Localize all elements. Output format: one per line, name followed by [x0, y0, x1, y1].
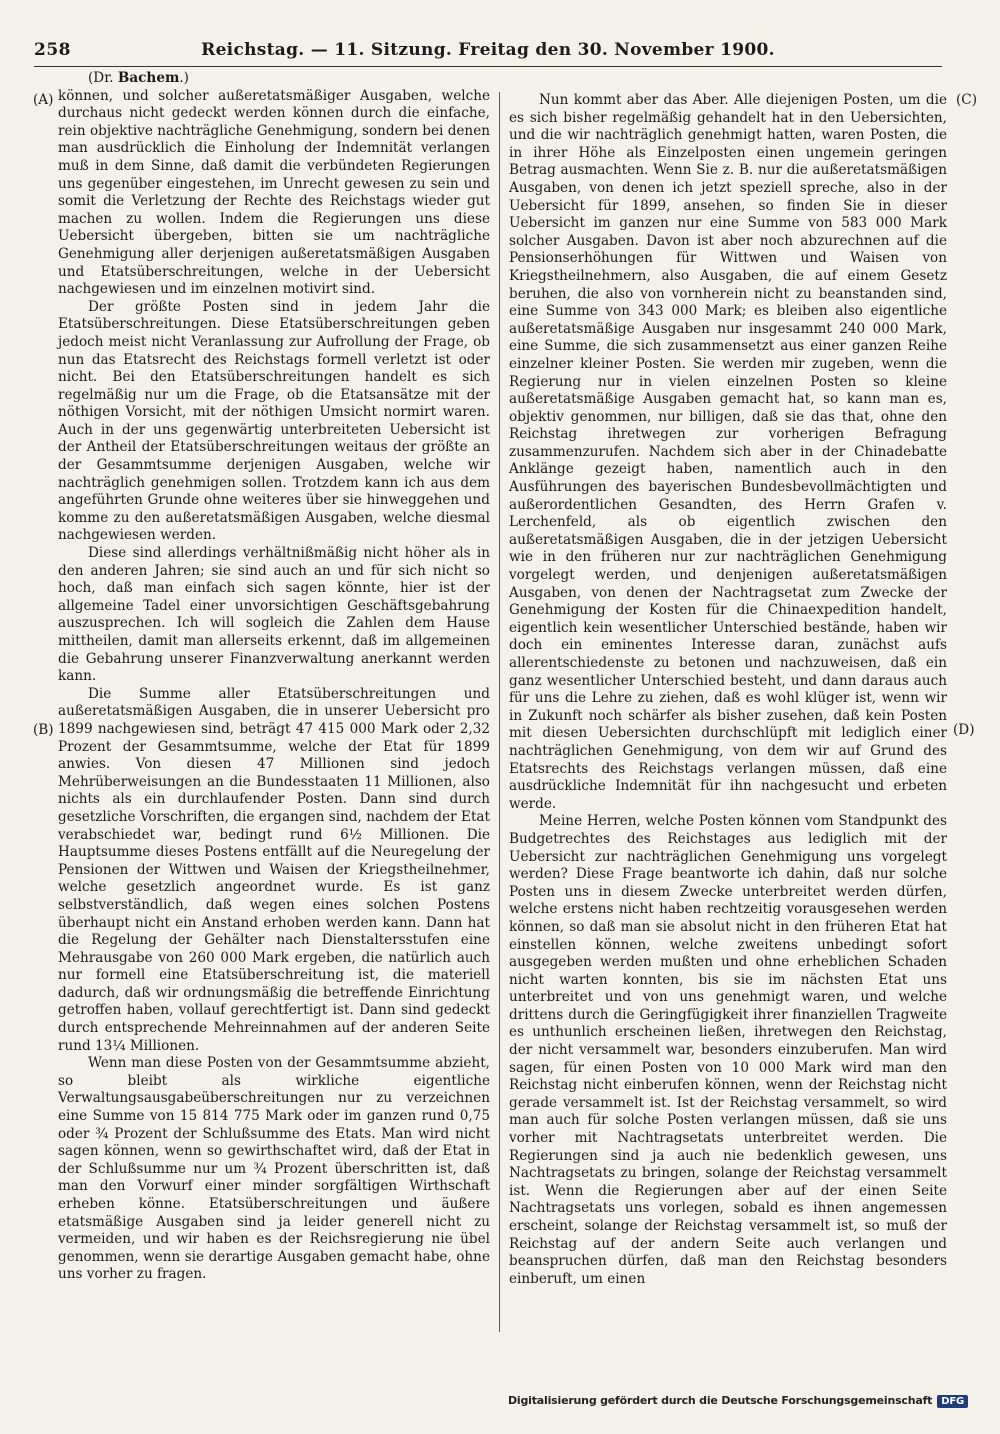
margin-marker-a: (A) — [33, 92, 54, 108]
speaker-label: (Dr. Bachem.) — [88, 70, 189, 86]
running-head: Reichstag. — 11. Sitzung. Freitag den 30. November 1900. — [201, 40, 775, 60]
footer-text: Digitalisierung gefördert durch die Deutsche Forschungsgemeinschaft — [507, 1394, 933, 1407]
header-rule — [34, 66, 942, 67]
page-header — [34, 40, 942, 66]
paragraph: Der größte Posten sind in jedem Jahr die Etatsüberschreitungen. Diese Etatsüberschreitungen geben jedoch meist nicht Veranlassung zur Aufrollung der Frage, ob nun das Etatsrecht des Reichstags formell verletzt ist oder nicht. Bei den Etatsüberschreitungen handelt es sich regelmäßig nur um die Frage, ob die Etatsansätze mit der nöthigen Vorsicht, mit der nöthigen Umsicht normirt waren. Auch in der uns gegenwärtig unterbreiteten Uebersicht ist der Antheil der Etatsüberschreitungen weitaus der größte an der Gesammtsumme derjenigen Ausgaben, welche wir nachträglich genehmigen sollen. Trotzdem kann ich aus dem angeführten Grunde ohne weiteres über sie hinweggehen und komme zu den außeretatsmäßigen Ausgaben, welche diesmal nachgewiesen werden. — [58, 298, 490, 544]
paragraph: Nun kommt aber das Aber. Alle diejenigen Posten, um die es sich bisher regelmäßig gehandelt hat in den Uebersichten, und die wir nachträglich genehmigt hatten, waren Posten, die in ihrer Höhe als Einzelposten einen ungemein geringen Betrag ausmachten. Wenn Sie z. B. nur die außeretatsmäßigen Ausgaben, von denen ich jetzt speziell spreche, also in der Uebersicht für 1899, ansehen, so finden Sie in dieser Uebersicht im ganzen nur eine Summe von 583 000 Mark solcher Ausgaben. Davon ist aber noch abzurechnen auf die Pensionserhöhungen für Wittwen und Waisen von Kriegstheilnehmern, also Ausgaben, die auf einem Gesetz beruhen, die also von vornherein nicht zu beanstanden sind, eine Summe von 343 000 Mark; es bleiben also eigentliche außeretatsmäßige Ausgaben nur insgesammt 240 000 Mark, eine Summe, die sich zusammensetzt aus einer ganzen Reihe einzelner kleiner Posten. Sie werden mir zugeben, wenn die Regierung nur in vielen einzelnen Posten so kleine außeretatsmäßige Ausgaben gemacht hat, so kann man es, objektiv genommen, nur billigen, daß sie das that, ohne den Reichstag ihretwegen zur vorherigen Befragung zusammenzurufen. Nachdem sich aber in der Chinadebatte Anklänge gezeigt haben, namentlich auch in den Ausführungen des bayerischen Bundesbevollmächtigten und außerordentlichen Gesandten, des Herrn Grafen v. Lerchenfeld, als ob eigentlich zwischen den außeretatsmäßigen Ausgaben, die in der jetzigen Uebersicht wie in den früheren nur zur nachträglichen Genehmigung vorgelegt werden, und denjenigen außeretatsmäßigen Ausgaben, von denen der Nachtragsetat zum Zwecke der Genehmigung der Kosten für die Chinaexpedition handelt, eigentlich kein wesentlicher Unterschied bestände, haben wir doch ein eminentes Interesse daran, zunächst aufs allerentschiedenste zu betonen und nachzuweisen, daß ein ganz wesentlicher Unterschied besteht, und dann daraus auch für uns die Lehre zu ziehen, daß es wohl klüger ist, wenn wir in Zukunft noch schärfer als bisher zusehen, daß kein Posten mit diesen Uebersichten durchschlüpft mit lediglich einer nachträglichen Genehmigung, von dem wir auf Grund des Etatsrechts des Reichstags verlangen müssen, daß eine ausdrückliche Indemnität für ihn nachgesucht und erbeten werde. — [509, 92, 947, 812]
dfg-logo: DFG — [937, 1395, 968, 1408]
paragraph: Wenn man diese Posten von der Gesammtsumme abzieht, so bleibt als wirkliche eigentliche Verwaltungsausgabeüberschreitungen nur zu verzeichnen eine Summe von 15 814 775 Mark oder im ganzen rund 0,75 oder ¾ Prozent der Schlußsumme des Etats. Man wird nicht sagen können, wenn so gewirthschaftet wird, daß der Etat in der Schlußsumme nur um ¾ Prozent überschritten ist, daß man den Vorwurf einer minder sorgfältigen Wirthschaft erheben könne. Etatsüberschreitungen und äußere etatsmäßige Ausgaben sind ja leider generell nicht zu vermeiden, und wir haben es der Reichsregierung nie übel genommen, wenn sie derartige Ausgaben gemacht habe, ohne uns vorher zu fragen. — [58, 1055, 490, 1283]
margin-marker-d: (D) — [953, 722, 975, 738]
page-number: 258 — [34, 40, 71, 60]
paragraph: Die Summe aller Etatsüberschreitungen und außeretatsmäßigen Ausgaben, die in unserer Uebersicht pro 1899 nachgewiesen sind, beträgt 47 415 000 Mark oder 2,32 Prozent der Gesammtsumme, welche der Etat für 1899 anwies. Von diesen 47 Millionen sind jedoch Mehrüberweisungen an die Bundesstaaten 11 Millionen, also nichts als ein durchlaufender Posten. Dann sind durch gesetzliche Vorschriften, die ergangen sind, nachdem der Etat verabschiedet war, bedingt rund 6½ Millionen. Die Hauptsumme dieses Postens entfällt auf die Neuregelung der Pensionen der Wittwen und Waisen der Kriegstheilnehmer, welche gesetzlich angeordnet wurde. Es ist ganz selbstverständlich, daß wegen eines solchen Postens überhaupt nicht ein Anstand erhoben werden kann. Dann hat die Regelung der Gehälter nach Dienstaltersstufen eine Mehrausgabe von 260 000 Mark ergeben, die natürlich auch nur formell eine Etatsüberschreitung ist, die materiell dadurch, daß wir ordnungsmäßig die betreffende Einrichtung getroffen haben, vollauf gerechtfertigt ist. Dann sind gedeckt durch entsprechende Mehreinnahmen auf der anderen Seite rund 13¼ Millionen. — [58, 685, 490, 1054]
column-divider — [499, 92, 500, 1332]
speaker-name: Bachem — [117, 70, 180, 86]
margin-marker-b: (B) — [33, 722, 54, 738]
left-column — [58, 70, 490, 1284]
paragraph: Meine Herren, welche Posten können vom Standpunkt des Budgetrechtes des Reichstages aus lediglich mit der Uebersicht zur nachträglichen Genehmigung uns vorgelegt werden? Diese Frage beantworte ich dahin, daß nur solche Posten uns in diesem Zwecke unterbreitet werden dürfen, welche erstens nicht haben rechtzeitig vorausgesehen werden können, so daß man sie absolut nicht in den früheren Etat hat einstellen können, welche zweitens unbedingt sofort ausgegeben werden mußten und ohne erheblichen Schaden nicht warten konnten, bis sie im nächsten Etat uns unterbreitet und von uns genehmigt waren, und welche drittens durch die Geringfügigkeit ihrer finanziellen Tragweite es unthunlich erscheinen ließen, ihretwegen den Reichstag, der nicht versammelt war, besonders einzuberufen. Man wird sagen, für einen Posten von 10 000 Mark wird man den Reichstag nicht einberufen können, wenn der Reichstag nicht gerade versammelt ist. Ist der Reichstag versammelt, so wird man auch für solche Posten verlangen müssen, daß sie uns vorher mit Nachtragsetats unterbreitet werden. Die Regierungen sind ja auch nie bedenklich gewesen, uns Nachtragsetats zu bringen, solange der Reichstag versammelt ist. Wenn die Regierungen aber auf der einen Seite Nachtragsetats uns vorlegen, sobald es ihnen angemessen erscheint, solange der Reichstag versammelt ist, so muß der Reichstag auf der andern Seite auch verlangen und beanspruchen dürfen, daß man den Reichstag besonders einberuft, um einen — [509, 813, 947, 1287]
footer-credit — [508, 1394, 968, 1408]
paragraph: können, und solcher außeretatsmäßiger Ausgaben, welche durchaus nicht gedeckt werden können durch die einfache, rein objektive nachträgliche Genehmigung, sondern bei denen man ausdrücklich die Einholung der Indemnität verlangen muß in dem Sinne, daß damit die verbündeten Regierungen uns gegenüber eingestehen, im Unrecht gewesen zu sein und somit die Verletzung der Rechte des Reichstags wieder gut machen zu wollen. Indem die Regierungen uns diese Uebersicht übergeben, bitten sie um nachträgliche Genehmigung aller derjenigen außeretatsmäßigen Ausgaben und Etatsüberschreitungen, welche in der Uebersicht nachgewiesen und im einzelnen motivirt sind. — [58, 87, 490, 298]
margin-marker-c: (C) — [956, 92, 978, 108]
paragraph: Diese sind allerdings verhältnißmäßig nicht höher als in den anderen Jahren; sie sind auch an und für sich nicht so hoch, daß man einfach sich sagen könnte, hier ist der allgemeine Tadel einer unvorsichtigen Geschäftsgebahrung auszusprechen. Ich will sogleich die Zahlen dem Hause mittheilen, damit man allerseits erkennt, daß im allgemeinen die Gebahrung unserer Finanzverwaltung anerkannt werden kann. — [58, 545, 490, 685]
right-column — [509, 92, 947, 1288]
